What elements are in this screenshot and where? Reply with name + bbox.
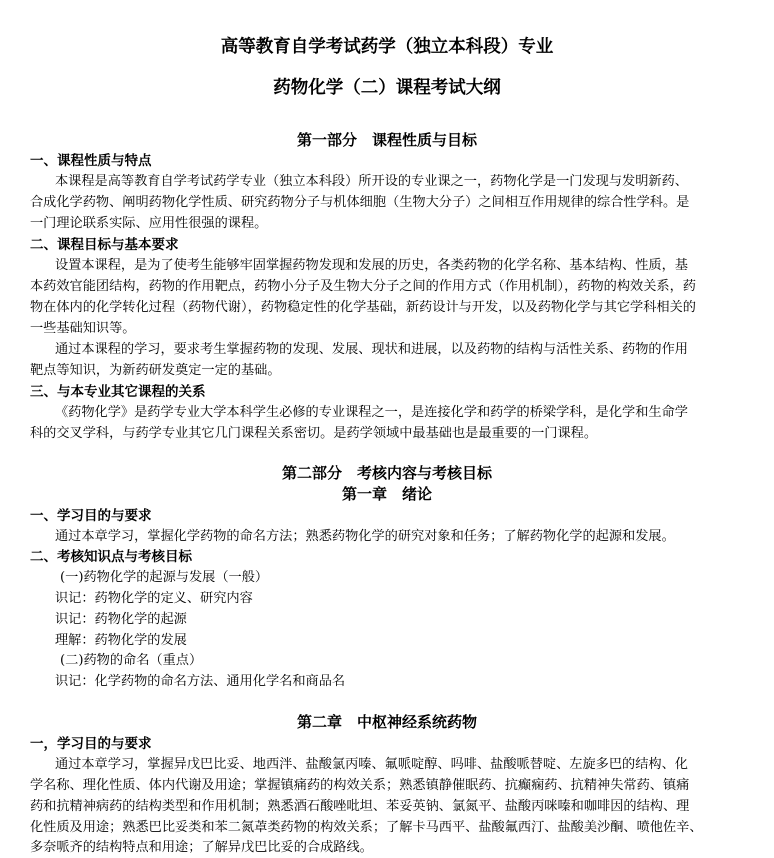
paragraph-line: 通过本课程的学习，要求考生掌握药物的发现、发展、现状和进展，以及药物的结构与活性关系、药物的作用 — [55, 342, 688, 357]
paragraph-line: 本课程是高等教育自学考试药学专业（独立本科段）所开设的专业课之一，药物化学是一门发现与发明新药、 — [55, 174, 688, 189]
section-heading: 一、学习目的与要求 — [30, 508, 152, 524]
paragraph-line: 科的交叉学科，与药学专业其它几门课程关系密切。是药学领域中最基础也是最重要的一门课程。 — [30, 426, 598, 441]
paragraph-line: 药和抗精神病药的结构类型和作用机制；熟悉酒石酸唑吡坦、苯妥英钠、氯氮平、盐酸丙咪嗪和咖啡因的结构、理 — [30, 799, 690, 814]
chapter-2-heading: 第二章 中枢神经系统药物 — [296, 713, 477, 731]
part-2-heading: 第二部分 考核内容与考核目标 — [281, 464, 492, 482]
paragraph-line: 通过本章学习，掌握异戊巴比妥、地西泮、盐酸氯丙嗪、氟哌啶醇、吗啡、盐酸哌替啶、左旋多巴的结构、化 — [55, 757, 688, 772]
paragraph-line: 本药效官能团结构，药物的作用靶点，药物小分子及生物大分子之间的作用方式（作用机制），药物的构效关系，药 — [30, 279, 696, 294]
section-heading: 一，学习目的与要求 — [30, 736, 152, 752]
section-heading: 一、课程性质与特点 — [30, 153, 152, 169]
list-item: (二)药物的命名（重点） — [60, 653, 203, 668]
paragraph-line: 物在体内的化学转化过程（药物代谢），药物稳定性的化学基础，新药设计与开发，以及药物化学与其它学科相关的 — [30, 300, 696, 315]
paragraph-line: 通过本章学习，掌握化学药物的命名方法；熟悉药物化学的研究对象和任务；了解药物化学的起源和发展。 — [55, 529, 675, 544]
paragraph-line: 学名称、理化性质、体内代谢及用途；掌握镇痛药的构效关系；熟悉镇静催眠药、抗癫痫药、抗精神失常药、镇痛 — [30, 778, 690, 793]
list-item: 识记：药物化学的起源 — [55, 612, 187, 627]
paragraph-line: 一门理论联系实际、应用性很强的课程。 — [30, 216, 268, 231]
section-heading: 三、与本专业其它课程的关系 — [30, 384, 206, 400]
document-subtitle: 药物化学（二）课程考试大纲 — [273, 78, 501, 98]
part-1-heading: 第一部分 课程性质与目标 — [296, 131, 477, 149]
paragraph-line: 化性质及用途；熟悉巴比妥类和苯二氮䓬类药物的构效关系；了解卡马西平、盐酸氟西汀、盐酸美沙酮、喷他佐辛、 — [30, 820, 703, 835]
section-heading: 二、课程目标与基本要求 — [30, 237, 179, 253]
paragraph-line: 靶点等知识，为新药研发奠定一定的基础。 — [30, 363, 281, 378]
list-item: 识记：化学药物的命名方法、通用化学名和商品名 — [55, 674, 346, 689]
paragraph-line: 一些基础知识等。 — [30, 321, 136, 336]
paragraph-line: 合成化学药物、阐明药物化学性质、研究药物分子与机体细胞（生物大分子）之间相互作用规律的综合性学科。是 — [30, 195, 690, 210]
list-item: 理解：药物化学的发展 — [55, 633, 187, 648]
paragraph-line: 设置本课程，是为了使考生能够牢固掌握药物发现和发展的历史，各类药物的化学名称、基本结构、性质，基 — [55, 258, 688, 273]
paragraph-line: 《药物化学》是药学专业大学本科学生必修的专业课程之一，是连接化学和药学的桥梁学科，是化学和生命学 — [55, 405, 688, 420]
list-item: 识记：药物化学的定义、研究内容 — [55, 591, 253, 606]
paragraph-line: 多奈哌齐的结构特点和用途；了解异戊巴比妥的合成路线。 — [30, 840, 373, 855]
chapter-1-heading: 第一章 绪论 — [341, 485, 432, 503]
list-item: (一)药物化学的起源与发展（一般） — [60, 570, 269, 585]
section-heading: 二、考核知识点与考核目标 — [30, 549, 192, 565]
document-title: 高等教育自学考试药学（独立本科段）专业 — [220, 37, 554, 57]
